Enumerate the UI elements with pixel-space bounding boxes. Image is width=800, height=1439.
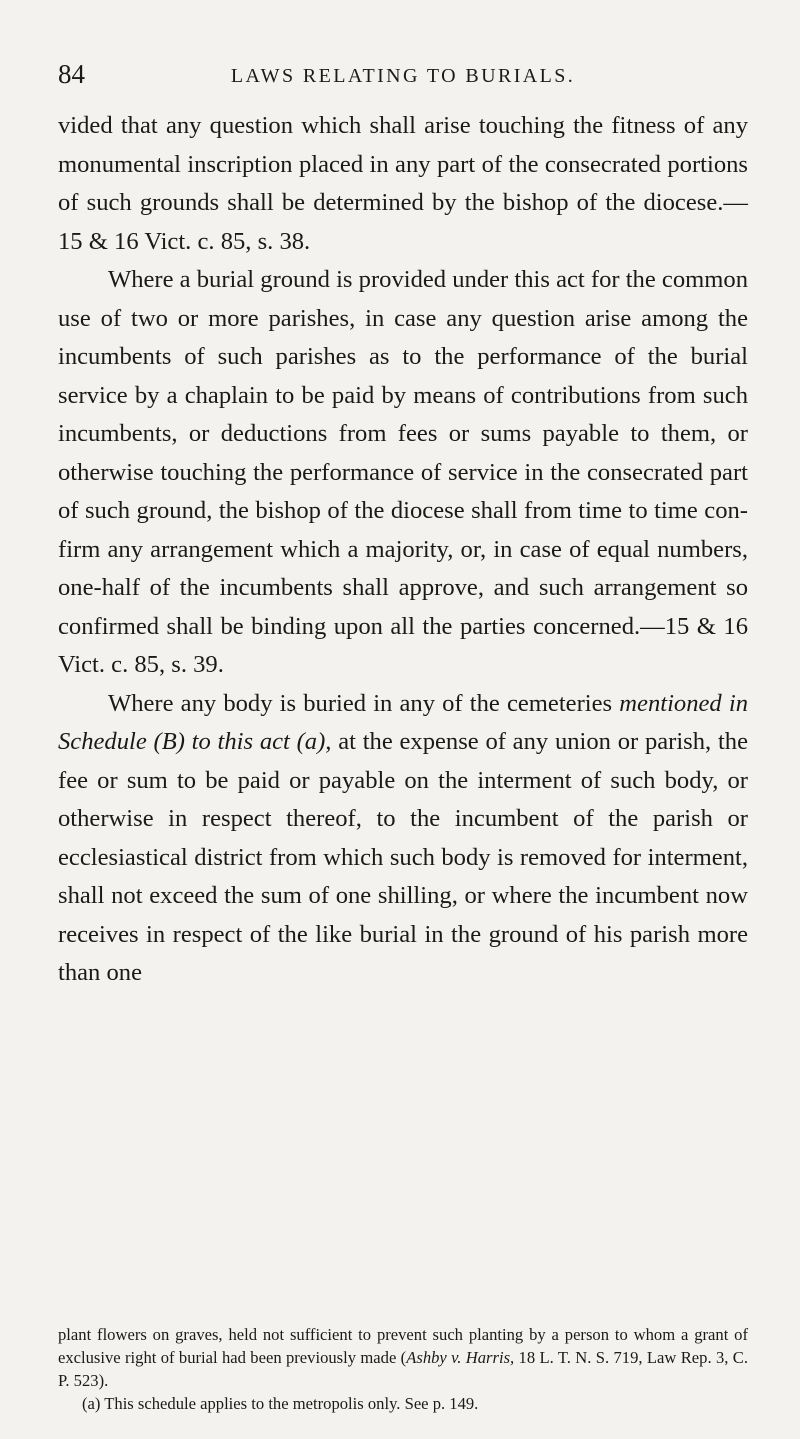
paragraph-text-continued: at the expense of any union or parish, the fee or sum to be paid or payable on the interment of such body, or otherwise in respect thereof, to the incumbent of the parish or ecclesiastical district from which such body is removed for interment, shall not exceed the sum of one shilling, or where the incumbent now receives in respect of the like burial in the ground of his parish more than one: [58, 728, 748, 986]
footnote-case-name: Ashby v. Harris,: [406, 1348, 515, 1367]
footnote-text: plant flowers on graves, held not sufficient to prevent such planting by a person to whom a grant of exclusive right of burial had been previously made (: [58, 1325, 748, 1367]
footnote-text: (a) This schedule applies to the metropolis only. See p. 149.: [82, 1394, 479, 1413]
page-number: 84: [58, 59, 85, 89]
paragraph-text: Where any body is buried in any of the cemeteries: [108, 689, 620, 717]
paragraph-continuation: [58, 107, 748, 261]
footnote-continuation: [58, 1323, 748, 1392]
footnotes: [58, 1323, 748, 1415]
page-header: [58, 56, 748, 92]
body-text: [58, 107, 748, 993]
paragraph-italic-text: mentioned in Schedule (B) to this act (a),: [58, 689, 748, 755]
running-head: LAWS RELATING TO BURIALS.: [230, 65, 576, 87]
footnote-a: [58, 1392, 748, 1415]
paragraph-text: vided that any question which shall arise touching the fitness of any monumental inscription placed in any part of the consecrated portions of such grounds shall be determined by the bishop of the diocese.—15 & 16 Vict. c. 85, s. 38.: [58, 112, 748, 255]
paragraph-text: Where a burial ground is provided under this act for the common use of two or more parishes, in case any question arise among the incumbents of such parishes as to the performance of the burial service by a chaplain to be paid by means of contributions from such incumbents, or deductions from fees or sums payable to them, or otherwise touching the performance of service in the consecrated part of such ground, the bishop of the diocese shall from time to time confirm any arrangement which a majority, or, in case of equal numbers, one-half of the incumbents shall approve, and such arrangement so confirmed shall be binding upon all the parties concerned.—15 & 16 Vict. c. 85, s. 39.: [58, 266, 748, 678]
footnote-citation: 18 L. T. N. S. 719, Law Rep. 3, C. P. 523).: [58, 1348, 748, 1390]
paragraph-cemetery-fees: [58, 685, 748, 993]
paragraph-joint-burial-ground: [58, 261, 748, 685]
